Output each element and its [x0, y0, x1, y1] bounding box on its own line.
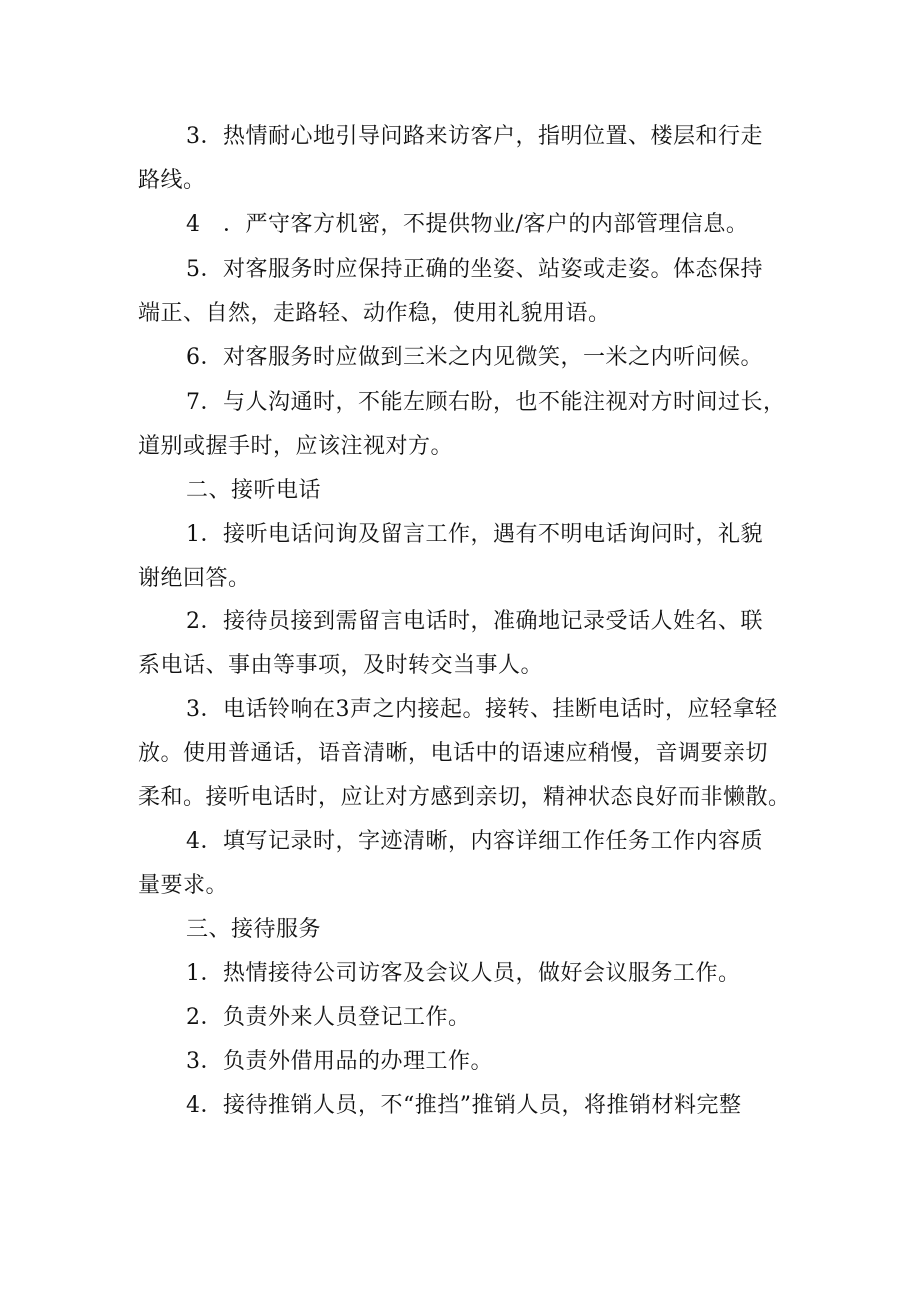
- paragraph-line: 5．对客服务时应保持正确的坐姿、站姿或走姿。体态保持: [186, 257, 763, 282]
- paragraph-line: 端正、自然，走路轻、动作稳，使用礼貌用语。: [138, 301, 611, 326]
- paragraph-line: 4．填写记录时，字迹清晰，内容详细工作任务工作内容质: [186, 829, 763, 854]
- paragraph-line: 3．负责外借用品的办理工作。: [186, 1049, 493, 1074]
- paragraph-line: 量要求。: [138, 873, 229, 898]
- paragraph-line: 2．接待员接到需留言电话时，准确地记录受话人姓名、联: [186, 609, 763, 634]
- paragraph-line: 7．与人沟通时，不能左顾右盼，也不能注视对方时间过长，: [186, 390, 786, 415]
- paragraph-line: 6．对客服务时应做到三米之内见微笑，一米之内听问候。: [186, 345, 763, 370]
- paragraph-line: 3．热情耐心地引导问路来访客户，指明位置、楼层和行走: [186, 124, 763, 149]
- section-heading: 三、接待服务: [186, 917, 322, 942]
- paragraph-line: 谢绝回答。: [138, 566, 251, 591]
- section-heading: 二、接听电话: [186, 478, 322, 503]
- paragraph-line: 路线。: [138, 168, 206, 193]
- paragraph-line: 系电话、事由等事项，及时转交当事人。: [138, 653, 544, 678]
- paragraph-line: 1．接听电话问询及留言工作，遇有不明电话询问时，礼貌: [186, 522, 763, 547]
- paragraph-line: 1．热情接待公司访客及会议人员，做好会议服务工作。: [186, 961, 741, 986]
- paragraph-line: 柔和。接听电话时，应让对方感到亲切，精神状态良好而非懒散。: [138, 785, 791, 810]
- paragraph-line: 4．接待推销人员，不“推挡”推销人员，将推销材料完整: [186, 1093, 742, 1118]
- paragraph-line: 2．负责外来人员登记工作。: [186, 1005, 471, 1030]
- paragraph-line: 道别或握手时，应该注视对方。: [138, 434, 454, 459]
- paragraph-line: 4 ．严守客方机密，不提供物业/客户的内部管理信息。: [186, 212, 749, 237]
- paragraph-line: 放。使用普通话，语音清晰，电话中的语速应稍慢，音调要亲切: [138, 741, 769, 766]
- paragraph-line: 3．电话铃响在3声之内接起。接转、挂断电话时，应轻拿轻: [186, 697, 778, 722]
